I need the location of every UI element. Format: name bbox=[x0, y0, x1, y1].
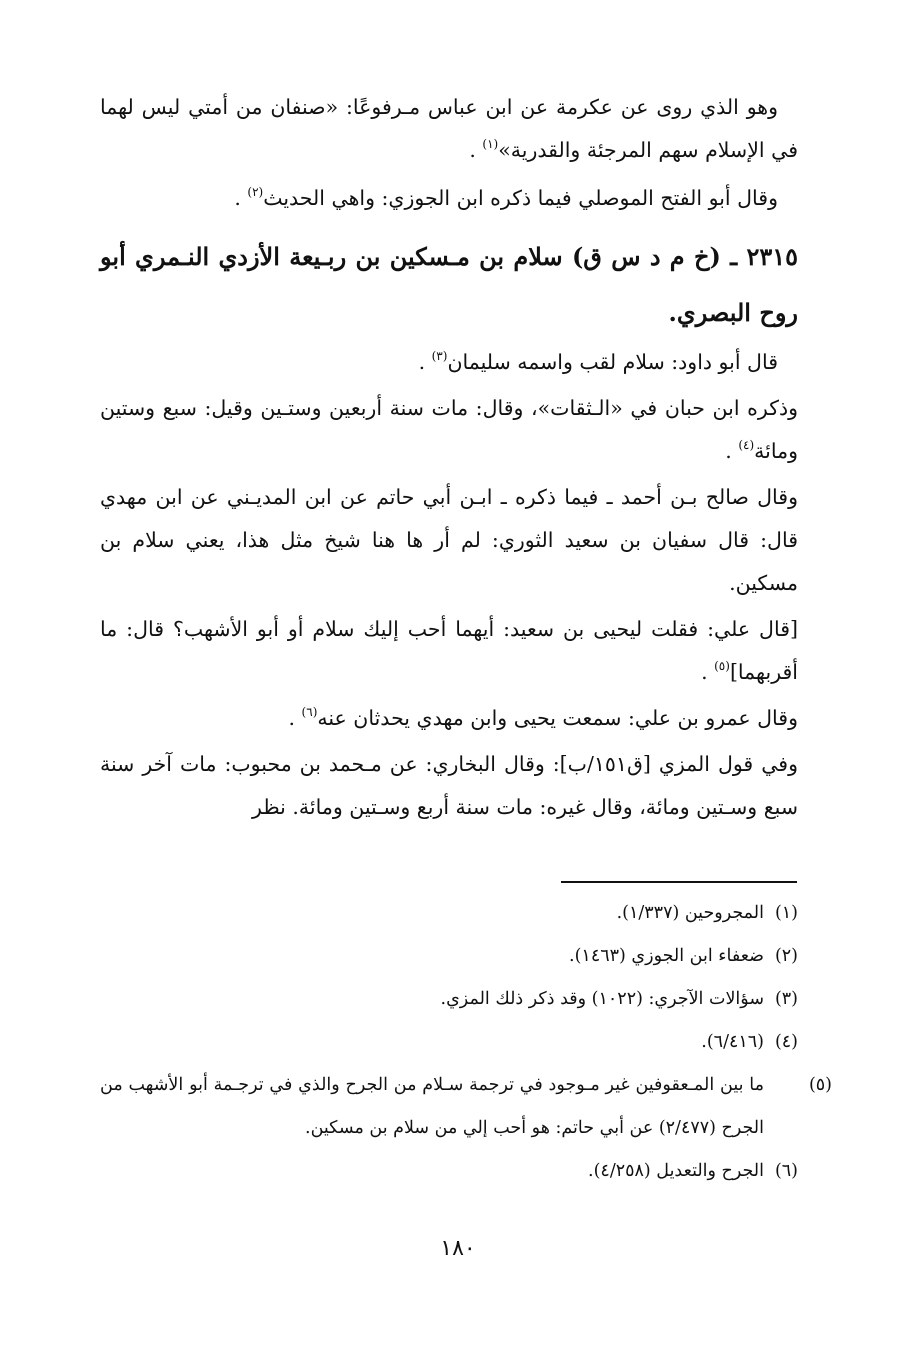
paragraph-text: قال أبو داود: سلام لقب واسمه سليمان bbox=[447, 350, 778, 374]
paragraph-text: وقال أبو الفتح الموصلي فيما ذكره ابن الجوزي: واهي الحديث bbox=[263, 186, 778, 210]
footnote-3: (٣)سؤالات الآجري: (١٠٢٢) وقد ذكر ذلك المزي. bbox=[440, 989, 798, 1009]
footnote-ref[interactable]: (٣) bbox=[431, 349, 448, 363]
footnote-ref[interactable]: (١) bbox=[482, 137, 499, 151]
paragraph-6: [قال علي: فقلت ليحيى بن سعيد: أيهما أحب إليك سلام أو أبو الأشهب؟ قال: ما أقربهما]$^{(٥)}$ . bbox=[100, 617, 798, 684]
paragraph-4: وذكره ابن حبان في «الـثقات»، وقال: مات سنة أربعين وستـين وقيل: سبع وستين ومائة$^{(٤)}$ . bbox=[100, 396, 798, 463]
paragraph-3: قال أبو داود: سلام لقب واسمه سليمان$^{(٣)}$ . bbox=[418, 349, 778, 374]
paragraph-text: وذكره ابن حبان في «الـثقات»، وقال: مات سنة أربعين وستـين وقيل: سبع وستين ومائة bbox=[100, 396, 798, 463]
paragraph-text: [قال علي: فقلت ليحيى بن سعيد: أيهما أحب إليك سلام أو أبو الأشهب؟ قال: ما أقربهما] bbox=[100, 617, 798, 684]
paragraph-text: وهو الذي روى عن عكرمة عن ابن عباس مـرفوعًا: «صنفان من أمتي ليس لهما في الإسلام سهم المرجئة والقدرية» bbox=[100, 95, 798, 162]
paragraph-7: وقال عمرو بن علي: سمعت يحيى وابن مهدي يحدثان عنه$^{(٦)}$ . bbox=[288, 705, 798, 730]
footnote-6: (٦)الجرح والتعديل (٤/٢٥٨). bbox=[588, 1161, 798, 1181]
paragraph-1: وهو الذي روى عن عكرمة عن ابن عباس مـرفوعًا: «صنفان من أمتي ليس لهما في الإسلام سهم المرجئة والقدرية»$^{(١)}$ . bbox=[100, 95, 798, 162]
footnote-4: (٤)(٦/٤١٦). bbox=[701, 1032, 798, 1052]
footnote-divider bbox=[561, 881, 797, 883]
paragraph-5: وقال صالح بـن أحمد ـ فيما ذكره ـ ابـن أبي حاتم عن ابن المديـني عن ابن مهدي قال: قال سفيان بن سعيد الثوري: لم أر ها هنا شيخ مثل هذا، يعني سلام بن مسكين. bbox=[100, 485, 798, 595]
paragraph-8: وفي قول المزي [ق١٥١/ب]: وقال البخاري: عن مـحمد بن محبوب: مات آخر سنة سبع وسـتين ومائة، وقال غيره: مات سنة أربع وسـتين ومائة. نظر bbox=[100, 752, 798, 819]
footnote-ref[interactable]: (٤) bbox=[738, 438, 755, 452]
paragraph-text: وقال عمرو بن علي: سمعت يحيى وابن مهدي يحدثان عنه bbox=[317, 706, 798, 730]
footnote-2: (٢)ضعفاء ابن الجوزي (١٤٦٣). bbox=[569, 946, 798, 966]
main-text bbox=[100, 86, 798, 829]
footnote-ref[interactable]: (٥) bbox=[714, 659, 730, 673]
footnote-1: (١)المجروحين (١/٣٣٧). bbox=[616, 903, 798, 923]
footnote-ref[interactable]: (٢) bbox=[247, 185, 264, 199]
footnotes bbox=[100, 892, 832, 1193]
paragraph-2: وقال أبو الفتح الموصلي فيما ذكره ابن الجوزي: واهي الحديث$^{(٢)}$ . bbox=[234, 185, 778, 210]
footnote-5: (٥)ما بين المـعقوفين غير مـوجود في ترجمة سـلام من الجرح والذي في ترجـمة أبو الأشهب من الجرح (٢/٤٧٧) عن أبي حاتم: هو أحب إلي من سلام بن مسكين. bbox=[100, 1075, 832, 1138]
footnote-ref[interactable]: (٦) bbox=[301, 705, 318, 719]
entry-heading: ٢٣١٥ ـ (خ م د س ق) سلام بن مـسكين بن ربـيعة الأزدي النـمري أبو روح البصري. bbox=[100, 242, 798, 327]
page-number: ١٨٠ bbox=[440, 1236, 476, 1261]
